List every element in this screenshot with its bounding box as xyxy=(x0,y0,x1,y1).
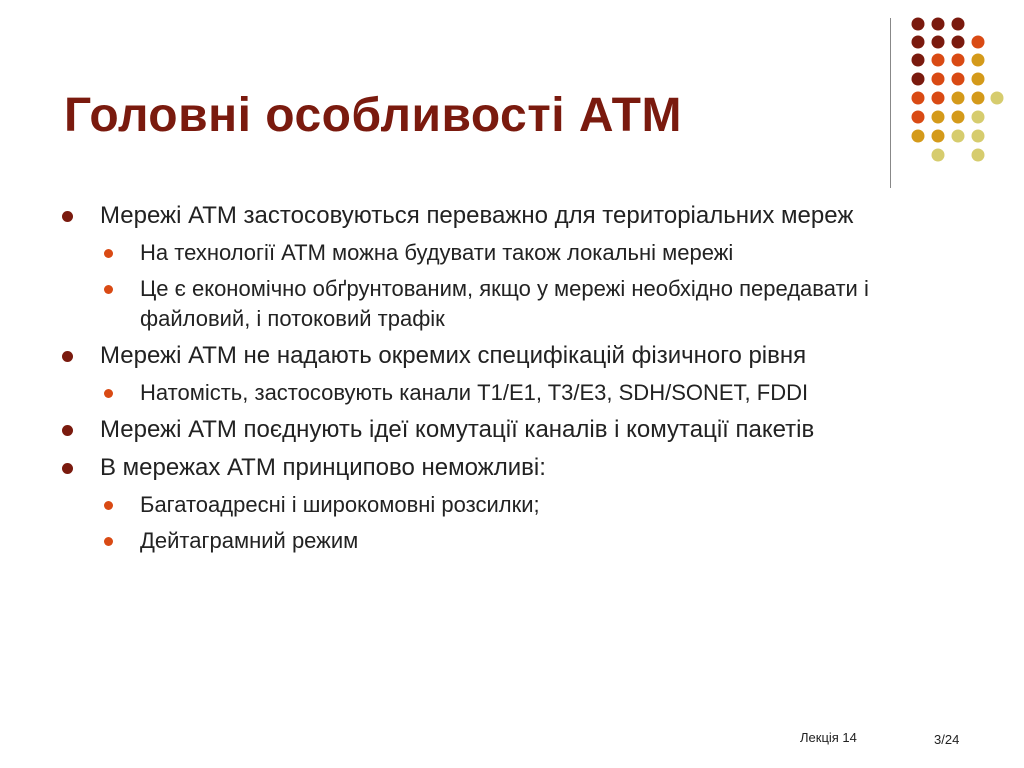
bullet-item xyxy=(60,452,960,484)
decor-dot xyxy=(952,18,965,31)
decor-dot xyxy=(972,130,985,143)
decor-dot xyxy=(912,130,925,143)
bullet-item xyxy=(60,200,960,232)
decor-dot xyxy=(912,111,925,124)
sub-bullet-dot-icon xyxy=(104,285,113,294)
bullet-item xyxy=(60,414,960,446)
footer-lecture-label: Лекція 14 xyxy=(800,730,857,745)
bullet-dot-icon xyxy=(62,425,73,436)
bullet-list xyxy=(60,200,960,562)
sub-bullet-dot-icon xyxy=(104,389,113,398)
sub-bullet-item xyxy=(60,238,960,268)
sub-bullet-text: Натомість, застосовують канали T1/E1, T3/E3, SDH/SONET, FDDI xyxy=(140,380,809,405)
sub-bullet-text: Це є економічно обґрунтованим, якщо у мережі необхідно передавати і файловий, і потоковий трафік xyxy=(140,276,869,331)
bullet-dot-icon xyxy=(62,211,73,222)
decor-dot xyxy=(932,54,945,67)
sub-bullet-text: Дейтаграмний режим xyxy=(140,528,359,553)
bullet-text: Мережі АТМ застосовуються переважно для територіальних мереж xyxy=(100,202,854,229)
decor-dot xyxy=(932,18,945,31)
sub-bullet-text: На технології АТМ можна будувати також локальні мережі xyxy=(140,240,734,265)
decor-dot xyxy=(952,73,965,86)
sub-bullet-item xyxy=(60,274,960,334)
decor-dot xyxy=(972,54,985,67)
page-number: 3/24 xyxy=(934,732,960,747)
decor-dot xyxy=(952,92,965,105)
bullet-text: Мережі АТМ не надають окремих специфікацій фізичного рівня xyxy=(100,342,807,369)
bullet-text: В мережах АТМ принципово неможливі: xyxy=(100,454,546,481)
bullet-dot-icon xyxy=(62,351,73,362)
decor-dot xyxy=(972,149,985,162)
decor-dot xyxy=(952,130,965,143)
sub-bullet-item xyxy=(60,526,960,556)
decor-dot xyxy=(912,54,925,67)
decor-dot xyxy=(912,73,925,86)
decor-dot xyxy=(932,149,945,162)
decor-dot xyxy=(932,111,945,124)
decor-dot xyxy=(912,18,925,31)
decor-dot xyxy=(912,36,925,49)
decor-dot xyxy=(932,92,945,105)
sub-bullet-dot-icon xyxy=(104,501,113,510)
sub-bullet-item xyxy=(60,378,960,408)
title-divider xyxy=(890,18,891,188)
decor-dot xyxy=(972,92,985,105)
sub-bullet-dot-icon xyxy=(104,537,113,546)
decor-dot xyxy=(932,130,945,143)
decor-dot xyxy=(972,36,985,49)
decor-dot xyxy=(972,111,985,124)
bullet-dot-icon xyxy=(62,463,73,474)
slide-title: Головні особливості АТМ xyxy=(64,89,682,142)
decor-dot xyxy=(991,92,1004,105)
sub-bullet-item xyxy=(60,490,960,520)
decor-dot xyxy=(932,36,945,49)
sub-bullet-text: Багатоадресні і широкомовні розсилки; xyxy=(140,492,540,517)
decor-dot xyxy=(952,111,965,124)
bullet-item xyxy=(60,340,960,372)
decor-dot xyxy=(912,92,925,105)
decor-dot xyxy=(972,73,985,86)
bullet-text: Мережі АТМ поєднують ідеї комутації каналів і комутації пакетів xyxy=(100,416,815,443)
decor-dot xyxy=(932,73,945,86)
decor-dot xyxy=(952,36,965,49)
sub-bullet-dot-icon xyxy=(104,249,113,258)
decor-dot xyxy=(952,54,965,67)
